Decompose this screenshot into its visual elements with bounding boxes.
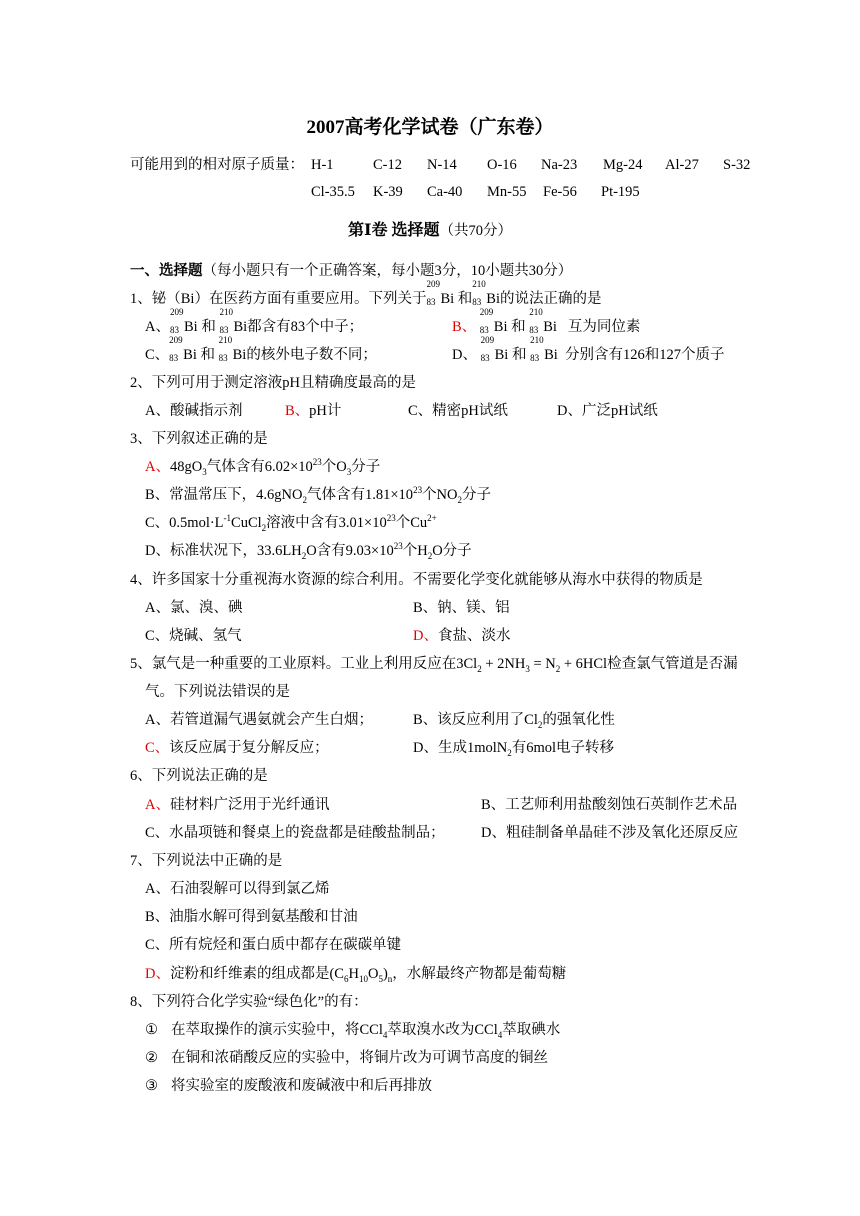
q4-option-d: D、食盐、淡水 <box>413 628 511 644</box>
q2-option-c: C、精密pH试纸 <box>408 403 508 419</box>
q1-option-c: C、 209 83 Bi 和 210 83 Bi的核外电子数不同； <box>145 335 377 363</box>
atomic-mass-item: Na-23 <box>541 157 578 173</box>
q5-option-c: C、该反应属于复分解反应； <box>145 740 329 756</box>
atomic-mass-item: Mg-24 <box>603 157 643 173</box>
q2-option-b: B、pH计 <box>285 403 342 419</box>
q4-option-c: C、烧碱、氢气 <box>145 628 242 644</box>
atomic-mass-item: Pt-195 <box>601 184 640 200</box>
q3-option-a: A、$48gO_3$气体含有$6.02\times 10^{23}$个$O_3$分子 <box>145 457 381 477</box>
q5-option-d: D、生成1molN$_2$有6mol电子转移 <box>413 740 615 758</box>
question-5-stem-cont: 气。下列说法错误的是 <box>145 684 290 700</box>
q3-option-b: B、常温常压下，4.6gNO$_2$气体含有$1.81\times 10^{23}$个$NO_2$分子 <box>145 485 492 505</box>
atomic-mass-item: Al-27 <box>665 157 699 173</box>
atomic-mass-item: N-14 <box>427 157 457 173</box>
q8-item-1: ① 在萃取操作的演示实验中，将CCl$_4$萃取溴水改为CCl$_4$萃取碘水 <box>145 1022 561 1040</box>
part-heading: 一、选择题（每小题只有一个正确答案，每小题3分，10小题共30分） <box>130 263 573 279</box>
q7-option-a: A、石油裂解可以得到氯乙烯 <box>145 881 330 897</box>
q7-option-b: B、油脂水解可得到氨基酸和甘油 <box>145 909 358 925</box>
q3-option-d: D、标准状况下，$33.6LH_2O$含有$9.03\times 10^{23}$个$H_2O$分子 <box>145 541 472 561</box>
question-1-stem: 1、铋（Bi）在医药方面有重要应用。下列关于 209 83 Bi 和 210 83 Bi的说法正确的是 <box>130 279 602 307</box>
atomic-mass-item: O-16 <box>487 157 517 173</box>
q8-item-2: ② 在铜和浓硝酸反应的实验中，将铜片改为可调节高度的铜丝 <box>145 1050 548 1066</box>
q5-option-b: B、该反应利用了$Cl_2$的强氧化性 <box>413 712 615 730</box>
atomic-mass-item: Cl-35.5 <box>311 184 355 200</box>
atomic-mass-item: K-39 <box>373 184 403 200</box>
question-8-stem: 8、下列符合化学实验“绿色化”的有： <box>130 994 368 1010</box>
atomic-mass-item: C-12 <box>373 157 402 173</box>
q7-option-d: D、淀粉和纤维素的组成都是$(C_6H_{10}O_5)_n$，水解最终产物都是葡萄糖 <box>145 966 567 984</box>
atomic-mass-item: Fe-56 <box>543 184 577 200</box>
q6-option-a: A、硅材料广泛用于光纤通讯 <box>145 797 330 813</box>
q6-option-c: C、水晶项链和餐桌上的瓷盘都是硅酸盐制品； <box>145 825 445 841</box>
exam-title: 2007高考化学试卷（广东卷） <box>306 117 554 138</box>
q6-option-b: B、工艺师利用盐酸刻蚀石英制作艺术品 <box>481 797 738 813</box>
atomic-mass-item: Mn-55 <box>487 184 527 200</box>
atomic-mass-item: S-32 <box>723 157 751 173</box>
q7-option-c: C、所有烷烃和蛋白质中都存在碳碳单键 <box>145 937 402 953</box>
q4-option-b: B、钠、镁、铝 <box>413 600 510 616</box>
q4-option-a: A、氯、溴、碘 <box>145 600 243 616</box>
atomic-mass-item: Ca-40 <box>427 184 463 200</box>
q6-option-d: D、粗硅制备单晶硅不涉及氧化还原反应 <box>481 825 738 841</box>
question-7-stem: 7、下列说法中正确的是 <box>130 853 283 869</box>
atomic-mass-item: H-1 <box>311 157 334 173</box>
q2-option-a: A、酸碱指示剂 <box>145 403 243 419</box>
question-4-stem: 4、许多国家十分重视海水资源的综合利用。不需要化学变化就能够从海水中获得的物质是 <box>130 572 703 588</box>
q8-item-3: ③ 将实验室的废酸液和废碱液中和后再排放 <box>145 1078 432 1094</box>
question-5-stem: 5、氯气是一种重要的工业原料。工业上利用反应在$3Cl_2 + 2NH_3 = N_2 + 6HCl$检查氯气管道是否漏 <box>130 656 738 674</box>
q5-option-a: A、若管道漏气遇氨就会产生白烟； <box>145 712 373 728</box>
q3-option-c: C、$0.5mol\cdot L^{-1}CuCl_2$溶液中含有$3.01\times 10^{23}$个$Cu^{2+}$ <box>145 513 437 533</box>
q1-option-a: A、 209 83 Bi 和 210 83 Bi都含有83个中子； <box>145 307 364 335</box>
atomic-mass-label: 可能用到的相对原子质量： <box>130 157 304 173</box>
question-6-stem: 6、下列说法正确的是 <box>130 768 268 784</box>
q2-option-d: D、广泛pH试纸 <box>557 403 658 419</box>
q1-option-d: D、 209 83 Bi 和 210 83 Bi 分别含有126和127个质子 <box>452 335 725 363</box>
question-3-stem: 3、下列叙述正确的是 <box>130 431 268 447</box>
question-2-stem: 2、下列可用于测定溶液pH且精确度最高的是 <box>130 375 416 391</box>
q1-option-b: B、 209 83 Bi 和 210 83 Bi 互为同位素 <box>452 307 641 335</box>
section-heading: 第Ⅰ卷 选择题（共70分） <box>348 222 512 239</box>
